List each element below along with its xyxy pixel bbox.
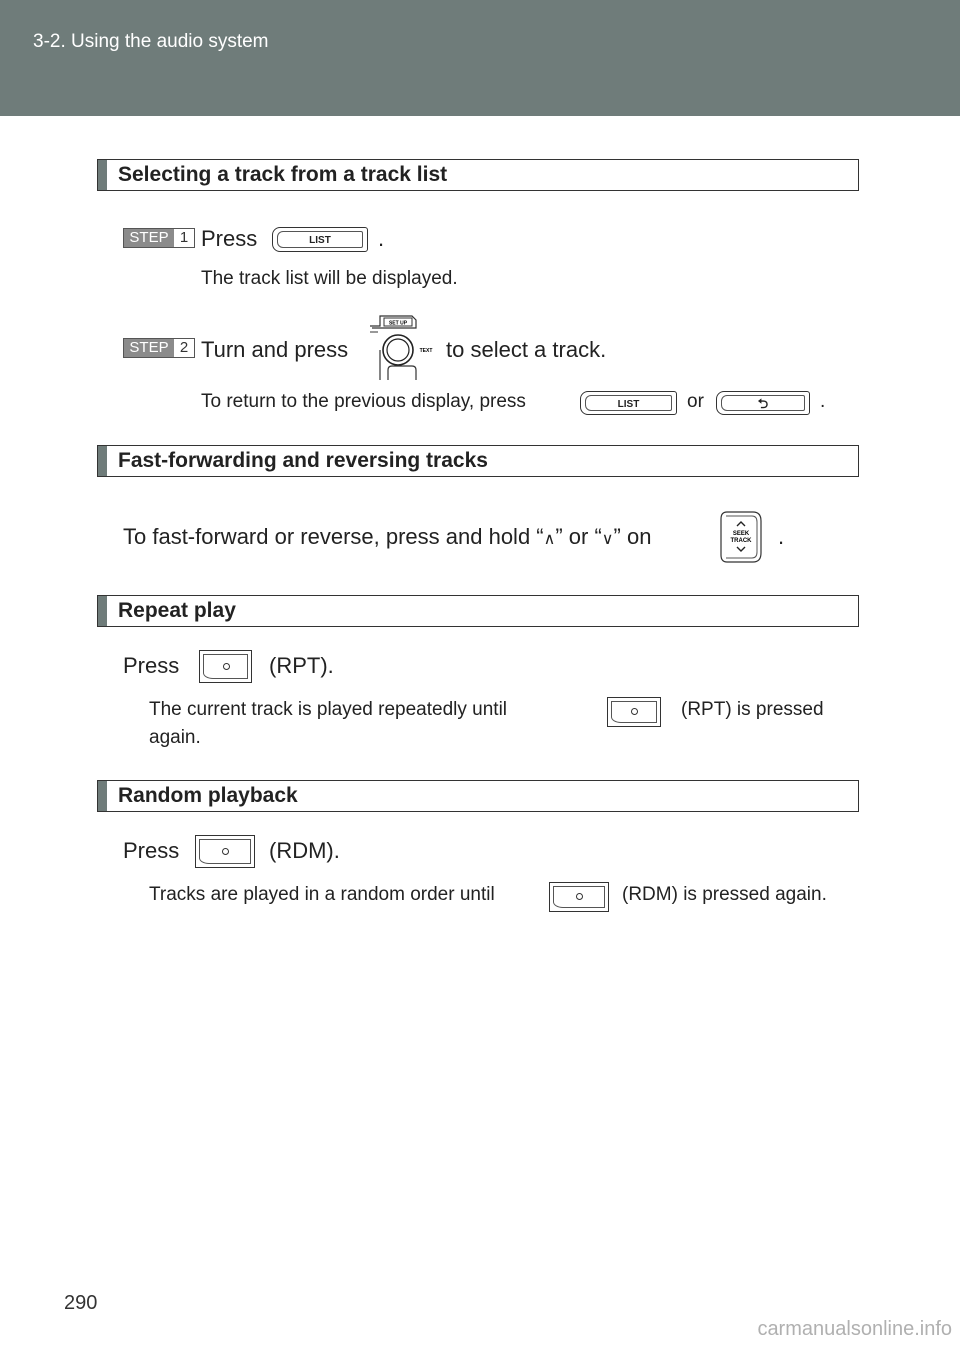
watermark: carmanualsonline.info: [757, 1318, 952, 1340]
step-2-select-text: to select a track.: [446, 337, 607, 362]
section-title-fast-forward: [97, 445, 859, 477]
section-title-track-list: [97, 159, 859, 191]
step-2-note-period: .: [820, 391, 826, 412]
step-number: 2: [174, 339, 194, 357]
step-1-badge: [123, 228, 195, 248]
ff-text-c: ” on: [613, 524, 652, 549]
indicator-dot-icon: [576, 893, 583, 900]
rpt-button[interactable]: [607, 697, 661, 727]
rpt-button[interactable]: [199, 650, 252, 683]
step-2-turn-text: Turn and press: [201, 337, 349, 362]
setup-label: SET UP: [388, 320, 408, 327]
header-band: [0, 0, 960, 116]
seek-track-button[interactable]: [719, 511, 763, 563]
repeat-note-a: The current track is played repeatedly until: [149, 699, 508, 720]
rdm-button[interactable]: [195, 835, 255, 868]
random-note-a: Tracks are played in a random order until: [149, 884, 495, 905]
text-label: TEXT: [419, 348, 433, 354]
fast-forward-instruction: [123, 524, 651, 550]
back-icon: ⮌: [721, 395, 805, 411]
section-title-text: Repeat play: [118, 599, 236, 622]
down-arrow-glyph: ∨: [601, 531, 614, 548]
step-number: 1: [174, 229, 194, 247]
back-button[interactable]: [716, 391, 810, 415]
step-word: STEP: [124, 339, 174, 357]
indicator-dot-icon: [222, 848, 229, 855]
rdm-button[interactable]: [549, 882, 609, 912]
ff-text-b: ” or “: [555, 524, 602, 549]
step-1-period: .: [378, 226, 385, 251]
random-press-text: Press: [123, 838, 180, 863]
list-button[interactable]: [580, 391, 677, 415]
list-button-label: LIST: [585, 395, 672, 411]
section-title-random: [97, 780, 859, 812]
list-button-label: LIST: [277, 231, 363, 248]
section-accent: [98, 446, 107, 476]
section-accent: [98, 160, 107, 190]
repeat-press-text: Press: [123, 653, 180, 678]
page-number: 290: [64, 1292, 98, 1314]
section-title-text: Random playback: [118, 784, 298, 807]
step-word: STEP: [124, 229, 174, 247]
up-arrow-glyph: ∧: [543, 531, 556, 548]
step-2-note-or: or: [687, 391, 704, 412]
random-note-b: (RDM) is pressed again.: [622, 884, 827, 905]
section-title-text: Fast-forwarding and reversing tracks: [118, 449, 488, 472]
section-accent: [98, 781, 107, 811]
step-2-badge: [123, 338, 195, 358]
section-title-repeat: [97, 595, 859, 627]
lower-button-outline: [388, 366, 416, 380]
step-2-note-a: To return to the previous display, press: [201, 391, 526, 412]
seek-label: SEEK: [732, 531, 750, 537]
track-label: TRACK: [730, 538, 752, 544]
ff-text-a: To fast-forward or reverse, press and hold “: [123, 524, 544, 549]
rdm-label: (RDM).: [269, 838, 340, 863]
step-1-press-text: Press: [201, 226, 258, 251]
indicator-dot-icon: [631, 708, 638, 715]
breadcrumb: 3-2. Using the audio system: [33, 31, 269, 52]
tune-knob[interactable]: [366, 314, 438, 382]
section-accent: [98, 596, 107, 626]
list-button[interactable]: [272, 227, 368, 252]
ff-period: .: [778, 524, 785, 549]
repeat-note-b: (RPT) is pressed: [681, 699, 824, 720]
section-title-text: Selecting a track from a track list: [118, 163, 448, 186]
indicator-dot-icon: [223, 663, 230, 670]
rpt-label: (RPT).: [269, 653, 334, 678]
seek-button-outline: [721, 512, 761, 562]
repeat-note-c: again.: [149, 727, 201, 748]
step-1-note: The track list will be displayed.: [201, 268, 458, 289]
